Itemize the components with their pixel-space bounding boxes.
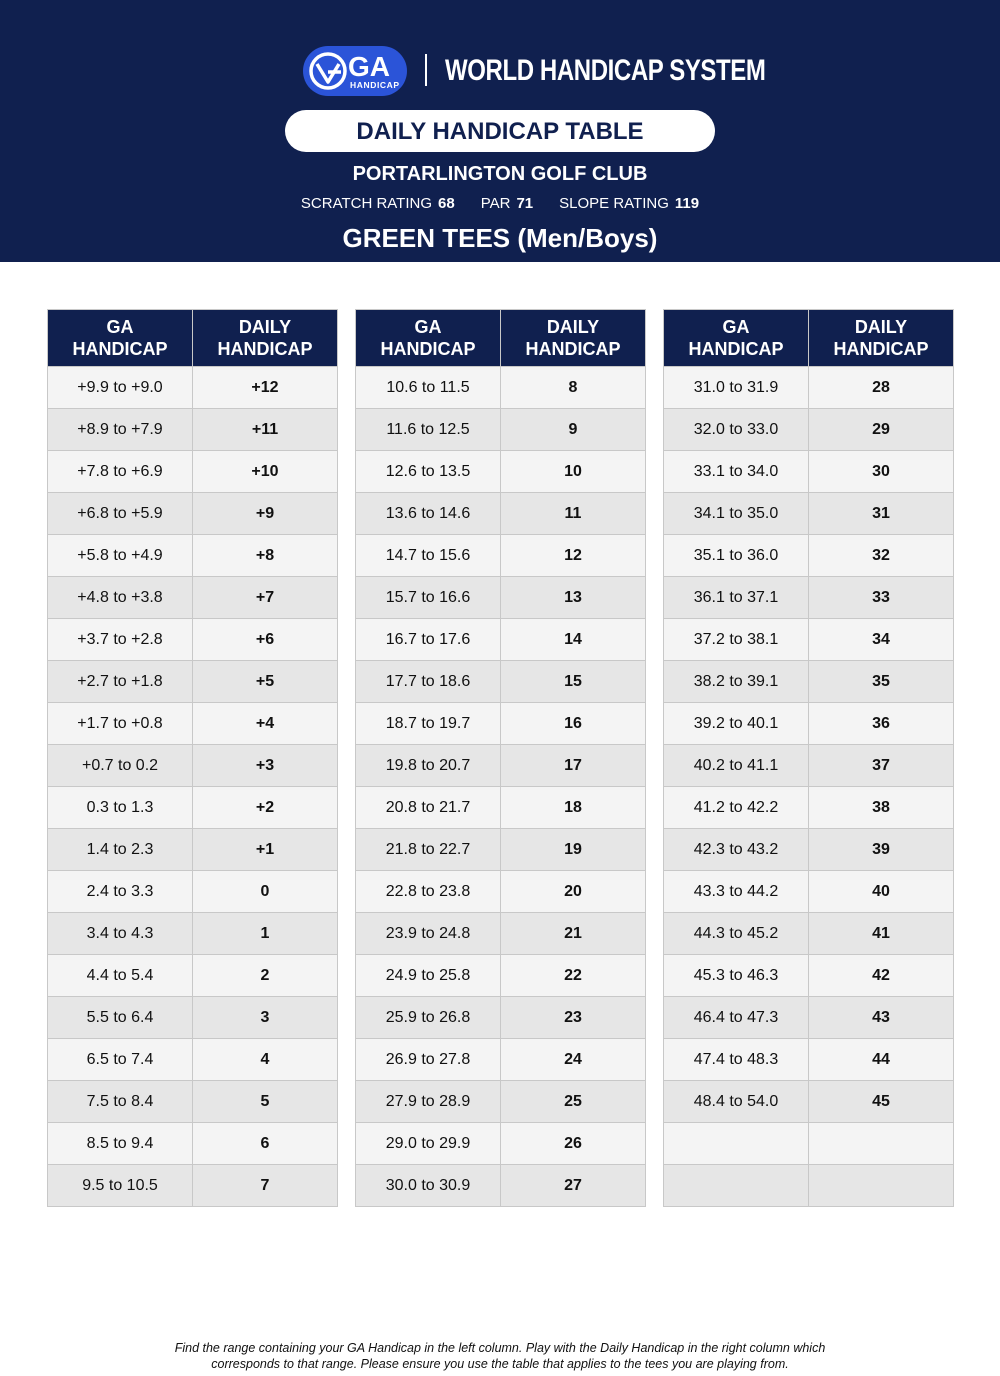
ga-handicap-range: 34.1 to 35.0 [664, 493, 809, 535]
table-row [356, 1039, 646, 1081]
daily-handicap-value: +8 [193, 535, 338, 577]
ga-handicap-range: 16.7 to 17.6 [356, 619, 501, 661]
table-row [356, 619, 646, 661]
daily-handicap-value: 8 [501, 367, 646, 409]
table-row [664, 1165, 954, 1207]
table-row [664, 367, 954, 409]
daily-handicap-value: 28 [809, 367, 954, 409]
table-row [356, 367, 646, 409]
daily-handicap-value: +12 [193, 367, 338, 409]
ga-handicap-range: 17.7 to 18.6 [356, 661, 501, 703]
table-row [48, 955, 338, 997]
ga-handicap-range: 45.3 to 46.3 [664, 955, 809, 997]
table-row [664, 1039, 954, 1081]
daily-handicap-value: 6 [193, 1123, 338, 1165]
daily-handicap-value: +3 [193, 745, 338, 787]
table-row [664, 577, 954, 619]
table-row [664, 871, 954, 913]
table-row [48, 535, 338, 577]
ga-handicap-range [664, 1123, 809, 1165]
daily-handicap-value: 13 [501, 577, 646, 619]
table-row [356, 745, 646, 787]
ga-handicap-range: +6.8 to +5.9 [48, 493, 193, 535]
daily-handicap-value: 2 [193, 955, 338, 997]
table-row [356, 829, 646, 871]
daily-handicap-value: +10 [193, 451, 338, 493]
daily-handicap-value: 7 [193, 1165, 338, 1207]
table-row [48, 703, 338, 745]
daily-handicap-value: 10 [501, 451, 646, 493]
ga-handicap-range: +3.7 to +2.8 [48, 619, 193, 661]
table-row [664, 955, 954, 997]
daily-handicap-value: 42 [809, 955, 954, 997]
table-row [356, 955, 646, 997]
ga-handicap-range: 33.1 to 34.0 [664, 451, 809, 493]
ga-handicap-range: 12.6 to 13.5 [356, 451, 501, 493]
daily-handicap-value: +4 [193, 703, 338, 745]
daily-handicap-value: +1 [193, 829, 338, 871]
ga-handicap-range: 23.9 to 24.8 [356, 913, 501, 955]
ga-handicap-range: 14.7 to 15.6 [356, 535, 501, 577]
table-row [664, 661, 954, 703]
daily-handicap-value: 30 [809, 451, 954, 493]
daily-handicap-value: 5 [193, 1081, 338, 1123]
ga-handicap-range: 40.2 to 41.1 [664, 745, 809, 787]
ga-handicap-range: 26.9 to 27.8 [356, 1039, 501, 1081]
scratch-rating-value: 68 [438, 195, 455, 212]
ga-handicap-range: 24.9 to 25.8 [356, 955, 501, 997]
handicap-table-2 [355, 309, 646, 1207]
table-row [356, 535, 646, 577]
table-row [48, 787, 338, 829]
daily-handicap-value: +5 [193, 661, 338, 703]
ga-handicap-range: 4.4 to 5.4 [48, 955, 193, 997]
ga-handicap-range: 9.5 to 10.5 [48, 1165, 193, 1207]
ga-handicap-range: 20.8 to 21.7 [356, 787, 501, 829]
ga-handicap-range: 42.3 to 43.2 [664, 829, 809, 871]
daily-handicap-value: 39 [809, 829, 954, 871]
daily-handicap-value: 14 [501, 619, 646, 661]
ga-handicap-range: +1.7 to +0.8 [48, 703, 193, 745]
daily-handicap-value: 4 [193, 1039, 338, 1081]
footer-note-line-2: corresponds to that range. Please ensure you use the table that applies to the tees you are playing from. [211, 1357, 789, 1371]
ga-handicap-range: 19.8 to 20.7 [356, 745, 501, 787]
ga-handicap-range: 43.3 to 44.2 [664, 871, 809, 913]
table-row [48, 829, 338, 871]
table-row [664, 619, 954, 661]
ga-handicap-range: 11.6 to 12.5 [356, 409, 501, 451]
daily-handicap-value: 24 [501, 1039, 646, 1081]
ga-handicap-range: 0.3 to 1.3 [48, 787, 193, 829]
daily-handicap-value: +9 [193, 493, 338, 535]
daily-handicap-value: +2 [193, 787, 338, 829]
ga-handicap-range: 7.5 to 8.4 [48, 1081, 193, 1123]
daily-handicap-value: 11 [501, 493, 646, 535]
daily-handicap-value: 3 [193, 997, 338, 1039]
ga-handicap-range: 22.8 to 23.8 [356, 871, 501, 913]
ga-handicap-header: GA HANDICAP [48, 310, 193, 367]
ga-handicap-range: 21.8 to 22.7 [356, 829, 501, 871]
daily-handicap-value: 34 [809, 619, 954, 661]
daily-handicap-value: 41 [809, 913, 954, 955]
logo-divider [425, 54, 427, 86]
logo-ga-text: GA [348, 51, 390, 82]
daily-handicap-value: 43 [809, 997, 954, 1039]
ga-handicap-range: 37.2 to 38.1 [664, 619, 809, 661]
table-row [664, 1081, 954, 1123]
ga-handicap-range: 25.9 to 26.8 [356, 997, 501, 1039]
slope-rating-value: 119 [674, 195, 700, 212]
ga-handicap-range: 38.2 to 39.1 [664, 661, 809, 703]
ga-handicap-range: +8.9 to +7.9 [48, 409, 193, 451]
logo-row [0, 46, 1000, 98]
ga-handicap-range: 36.1 to 37.1 [664, 577, 809, 619]
table-row [356, 1165, 646, 1207]
ga-handicap-range: 32.0 to 33.0 [664, 409, 809, 451]
ga-handicap-range: +9.9 to +9.0 [48, 367, 193, 409]
table-row [48, 745, 338, 787]
daily-handicap-value: +11 [193, 409, 338, 451]
daily-handicap-value: +6 [193, 619, 338, 661]
daily-handicap-value: 22 [501, 955, 646, 997]
ga-handicap-range: 3.4 to 4.3 [48, 913, 193, 955]
daily-handicap-value: 37 [809, 745, 954, 787]
table-row [356, 451, 646, 493]
ga-handicap-range: 41.2 to 42.2 [664, 787, 809, 829]
daily-handicap-value: 9 [501, 409, 646, 451]
ga-handicap-range: 18.7 to 19.7 [356, 703, 501, 745]
daily-handicap-value [809, 1165, 954, 1207]
table-row [48, 451, 338, 493]
daily-handicap-value: 25 [501, 1081, 646, 1123]
system-title: WORLD HANDICAP SYSTEM [445, 54, 766, 87]
table-row [664, 1123, 954, 1165]
table-row [356, 1081, 646, 1123]
daily-handicap-value: 23 [501, 997, 646, 1039]
table-row [48, 871, 338, 913]
ga-handicap-range: 46.4 to 47.3 [664, 997, 809, 1039]
ga-handicap-range: 27.9 to 28.9 [356, 1081, 501, 1123]
daily-handicap-value: 45 [809, 1081, 954, 1123]
daily-handicap-value: 27 [501, 1165, 646, 1207]
slope-rating-label: SLOPE RATING [559, 195, 669, 212]
ga-handicap-range: 13.6 to 14.6 [356, 493, 501, 535]
table-row [356, 787, 646, 829]
ga-handicap-range: 6.5 to 7.4 [48, 1039, 193, 1081]
ratings-line [0, 194, 1000, 214]
table-row [48, 367, 338, 409]
tees-title: GREEN TEES (Men/Boys) [342, 223, 658, 253]
table-row [664, 409, 954, 451]
table-row [356, 409, 646, 451]
footer-note [100, 1340, 900, 1372]
daily-handicap-value [809, 1123, 954, 1165]
table-row [664, 745, 954, 787]
ga-handicap-range: 10.6 to 11.5 [356, 367, 501, 409]
ga-handicap-range: 48.4 to 54.0 [664, 1081, 809, 1123]
table-row [48, 619, 338, 661]
table-row [48, 661, 338, 703]
table-row [48, 493, 338, 535]
table-row [356, 493, 646, 535]
ga-handicap-range: 47.4 to 48.3 [664, 1039, 809, 1081]
daily-handicap-value: 32 [809, 535, 954, 577]
ga-handicap-range: 8.5 to 9.4 [48, 1123, 193, 1165]
table-row [48, 997, 338, 1039]
daily-handicap-value: 17 [501, 745, 646, 787]
daily-handicap-header: DAILY HANDICAP [501, 310, 646, 367]
daily-handicap-value: 31 [809, 493, 954, 535]
handicap-table-1 [47, 309, 338, 1207]
daily-handicap-value: 35 [809, 661, 954, 703]
daily-handicap-value: 44 [809, 1039, 954, 1081]
table-row [48, 577, 338, 619]
par-label: PAR [480, 195, 511, 212]
ga-handicap-range: 5.5 to 6.4 [48, 997, 193, 1039]
daily-handicap-value: 1 [193, 913, 338, 955]
ga-handicap-range: 30.0 to 30.9 [356, 1165, 501, 1207]
table-row [48, 913, 338, 955]
table-title: DAILY HANDICAP TABLE [285, 110, 715, 152]
daily-handicap-value: 40 [809, 871, 954, 913]
daily-handicap-value: 26 [501, 1123, 646, 1165]
daily-handicap-value: 20 [501, 871, 646, 913]
table-row [356, 703, 646, 745]
table-row [664, 913, 954, 955]
table-row [356, 661, 646, 703]
daily-handicap-value: 16 [501, 703, 646, 745]
ga-handicap-range: 15.7 to 16.6 [356, 577, 501, 619]
ga-handicap-range: +7.8 to +6.9 [48, 451, 193, 493]
table-row [356, 997, 646, 1039]
daily-handicap-header: DAILY HANDICAP [809, 310, 954, 367]
handicap-table-3 [663, 309, 954, 1207]
table-row [48, 1123, 338, 1165]
club-name: PORTARLINGTON GOLF CLUB [352, 163, 648, 185]
ga-handicap-range: +4.8 to +3.8 [48, 577, 193, 619]
par-value: 71 [516, 195, 534, 212]
ga-handicap-range: 35.1 to 36.0 [664, 535, 809, 577]
daily-handicap-value: 19 [501, 829, 646, 871]
logo-handicap-text: HANDICAP [350, 80, 400, 90]
ga-handicap-range: 44.3 to 45.2 [664, 913, 809, 955]
daily-handicap-value: 36 [809, 703, 954, 745]
table-row [48, 1081, 338, 1123]
ga-handicap-range: +0.7 to 0.2 [48, 745, 193, 787]
ga-handicap-range: 29.0 to 29.9 [356, 1123, 501, 1165]
daily-handicap-value: 33 [809, 577, 954, 619]
daily-handicap-value: 21 [501, 913, 646, 955]
ga-handicap-header: GA HANDICAP [664, 310, 809, 367]
table-row [356, 577, 646, 619]
table-row [48, 409, 338, 451]
ga-handicap-logo [303, 46, 407, 96]
table-row [664, 451, 954, 493]
ga-handicap-range: 31.0 to 31.9 [664, 367, 809, 409]
ga-handicap-range: 39.2 to 40.1 [664, 703, 809, 745]
ga-handicap-range: +2.7 to +1.8 [48, 661, 193, 703]
daily-handicap-value: 29 [809, 409, 954, 451]
ga-handicap-range: +5.8 to +4.9 [48, 535, 193, 577]
daily-handicap-value: 0 [193, 871, 338, 913]
footer-note-line-1: Find the range containing your GA Handicap in the left column. Play with the Daily Handicap in the right column which [174, 1341, 826, 1355]
table-row [664, 493, 954, 535]
ga-handicap-header: GA HANDICAP [356, 310, 501, 367]
table-row [664, 997, 954, 1039]
table-row [664, 535, 954, 577]
header-banner [0, 0, 1000, 262]
scratch-rating-label: SCRATCH RATING [300, 195, 433, 212]
daily-handicap-value: 15 [501, 661, 646, 703]
table-row [356, 1123, 646, 1165]
daily-handicap-value: 38 [809, 787, 954, 829]
table-row [664, 703, 954, 745]
table-row [48, 1165, 338, 1207]
table-row [664, 787, 954, 829]
daily-handicap-value: 12 [501, 535, 646, 577]
daily-handicap-header: DAILY HANDICAP [193, 310, 338, 367]
table-row [356, 871, 646, 913]
ga-handicap-range: 2.4 to 3.3 [48, 871, 193, 913]
ga-handicap-range: 1.4 to 2.3 [48, 829, 193, 871]
table-row [356, 913, 646, 955]
daily-handicap-value: 18 [501, 787, 646, 829]
daily-handicap-value: +7 [193, 577, 338, 619]
table-row [664, 829, 954, 871]
ga-handicap-range [664, 1165, 809, 1207]
table-row [48, 1039, 338, 1081]
